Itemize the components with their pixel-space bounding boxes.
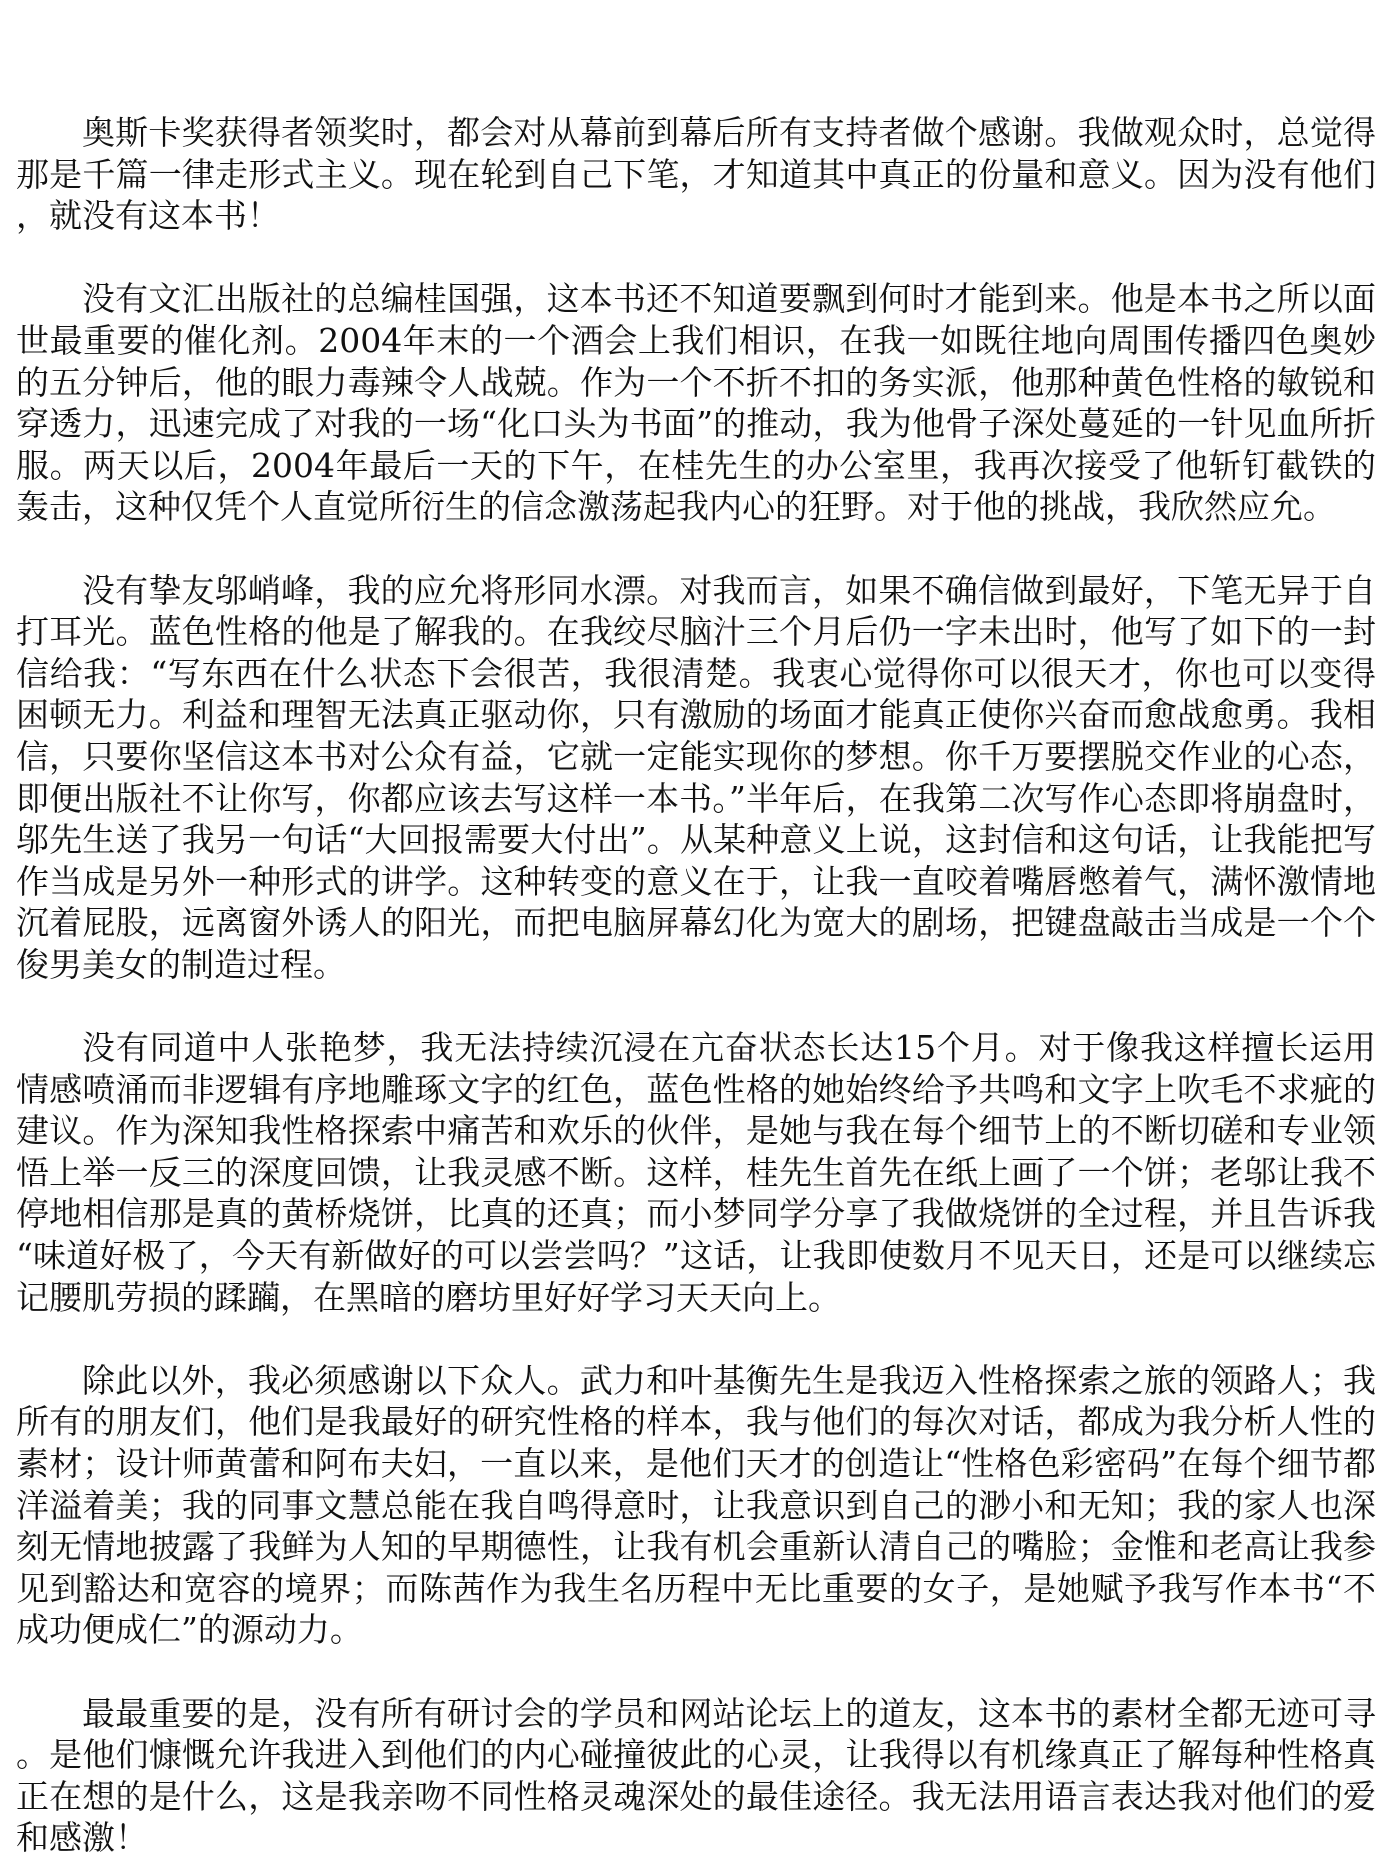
paragraph-publisher-thanks: 没有文汇出版社的总编桂国强，这本书还不知道要飘到何时才能到来。他是本书之所以面世最重要的催化剂。2004年末的一个酒会上我们相识，在我一如既往地向周围传播四色奥妙的五分钟后，他的眼力毒辣令人战兢。作为一个不折不扣的务实派，他那种黄色性格的敏锐和穿透力，迅速完成了对我的一场“化口头为书面”的推动，我为他骨子深处蔓延的一针见血所折服。两天以后，2004年最后一天的下午，在桂先生的办公室里，我再次接受了他斩钉截铁的轰击，这种仅凭个人直觉所衍生的信念激荡起我内心的狂野。对于他的挑战，我欣然应允。 bbox=[16, 279, 1376, 527]
document-page bbox=[16, 112, 1376, 1859]
paragraph-others-thanks: 除此以外，我必须感谢以下众人。武力和叶基衡先生是我迈入性格探索之旅的领路人；我所有的朋友们，他们是我最好的研究性格的样本，我与他们的每次对话，都成为我分析人性的素材；设计师黄蕾和阿布夫妇，一直以来，是他们天才的创造让“性格色彩密码”在每个细节都洋溢着美；我的同事文慧总能在我自鸣得意时，让我意识到自己的渺小和无知；我的家人也深刻无情地披露了我鲜为人知的早期德性，让我有机会重新认清自己的嘴脸；金惟和老高让我参见到豁达和宽容的境界；而陈茜作为我生名历程中无比重要的女子，是她赋予我写作本书“不成功便成仁”的源动力。 bbox=[16, 1360, 1376, 1650]
paragraph-oscar-thanks: 奥斯卡奖获得者领奖时，都会对从幕前到幕后所有支持者做个感谢。我做观众时，总觉得那是千篇一律走形式主义。现在轮到自己下笔，才知道其中真正的份量和意义。因为没有他们，就没有这本书！ bbox=[16, 113, 1376, 236]
paragraph-friend-letter: 没有挚友邬峭峰，我的应允将形同水漂。对我而言，如果不确信做到最好，下笔无异于自打耳光。蓝色性格的他是了解我的。在我绞尽脑汁三个月后仍一字未出时，他写了如下的一封信给我：“写东西在什么状态下会很苦，我很清楚。我衷心觉得你可以很天才，你也可以变得困顿无力。利益和理智无法真正驱动你，只有激励的场面才能真正使你兴奋而愈战愈勇。我相信，只要你坚信这本书对公众有益，它就一定能实现你的梦想。你千万要摆脱交作业的心态，即便出版社不让你写，你都应该去写这样一本书。”半年后，在我第二次写作心态即将崩盘时，邬先生送了我另一句话“大回报需要大付出”。从某种意义上说，这封信和这句话，让我能把写作当成是另外一种形式的讲学。这种转变的意义在于，让我一直咬着嘴唇憋着气，满怀激情地沉着屁股，远离窗外诱人的阳光，而把电脑屏幕幻化为宽大的剧场，把键盘敲击当成是一个个俊男美女的制造过程。 bbox=[16, 570, 1376, 984]
paragraph-students-thanks: 最最重要的是，没有所有研讨会的学员和网站论坛上的道友，这本书的素材全都无迹可寻。是他们慷慨允许我进入到他们的内心碰撞彼此的心灵，让我得以有机缘真正了解每种性格真正在想的是什么，这是我亲吻不同性格灵魂深处的最佳途径。我无法用语言表达我对他们的爱和感激！ bbox=[16, 1693, 1376, 1858]
paragraph-colleague-thanks: 没有同道中人张艳梦，我无法持续沉浸在亢奋状态长达15个月。对于像我这样擅长运用情感喷涌而非逻辑有序地雕琢文字的红色，蓝色性格的她始终给予共鸣和文字上吹毛不求疵的建议。作为深知我性格探索中痛苦和欢乐的伙伴，是她与我在每个细节上的不断切磋和专业领悟上举一反三的深度回馈，让我灵感不断。这样，桂先生首先在纸上画了一个饼；老邬让我不停地相信那是真的黄桥烧饼，比真的还真；而小梦同学分享了我做烧饼的全过程，并且告诉我“味道好极了，今天有新做好的可以尝尝吗？”这话，让我即使数月不见天日，还是可以继续忘记腰肌劳损的蹂躏，在黑暗的磨坊里好好学习天天向上。 bbox=[16, 1028, 1376, 1317]
